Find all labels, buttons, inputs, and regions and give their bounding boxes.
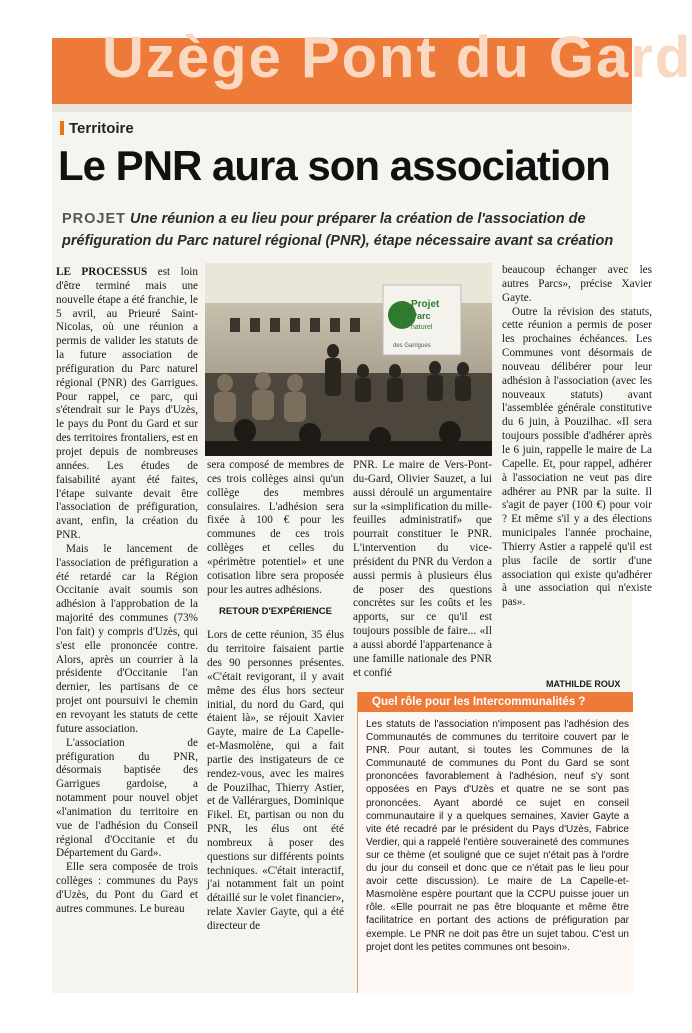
col2-paragraph-1: sera composé de membres de ces trois collèges ainsi qu'un collège des membres consulaires. L'adhésion sera fixée à 100 € pour les communes de ces trois collèges et celles du «périmètre potentiel» et une cotisation libre sera proposée pour les autres adhésions. [207, 459, 344, 596]
col1-p1-text: est loin d'être terminé mais une nouvelle étape a été franchie, le 5 avril, au Prieuré Saint-Nicolas, où une réunion a permis de valider les statuts de la future association de préfiguration du Parc naturel régional (PNR) des Garrigues. Pour rappel, ce parc, qui s'étendrait sur le Pays d'Uzès, le pays du Pont du Gard et sur des territoires frontaliers, est en projet depuis de nombreuses années. Les études de faisabilité ayant été faites, l'étape suivante devait être l'association de préfiguration, avant, enfin, la création du PNR. [56, 266, 199, 542]
panel-text-1: Projet [411, 299, 440, 310]
panel-text-3: naturel [411, 324, 433, 331]
article-column-4 [502, 264, 652, 610]
standfirst-text: Une réunion a eu lieu pour préparer la création de l'association de préfiguration du Parc naturel régional (PNR), étape nécessaire avant sa création [62, 211, 614, 249]
rubrique-label [60, 120, 134, 137]
sidebar-box-title: Quel rôle pour les Intercommunalités ? [358, 692, 633, 712]
sidebar-box [357, 692, 633, 993]
meeting-photo-illustration [205, 263, 492, 456]
panel-text-2: Parc [411, 311, 431, 321]
banner-title: Uzège Pont du Gard [102, 25, 692, 90]
col4-paragraph-1: beaucoup échanger avec les autres Parcs», précise Xavier Gayte. [502, 264, 652, 304]
section-subhead: RETOUR D'EXPÉRIENCE [219, 606, 332, 618]
article-column-2 [207, 459, 344, 934]
newspaper-page [52, 25, 692, 993]
col1-paragraph-4: Elle sera composée de trois collèges : communes du Pays d'Uzès, du Pont du Gard et autres communes. Le bureau [56, 861, 198, 915]
banner-divider [52, 104, 632, 112]
panel-text-4: des Garrigues [393, 343, 431, 349]
article-standfirst [62, 208, 662, 252]
sidebar-box-body [366, 718, 629, 954]
article-photo [205, 263, 492, 456]
col3-paragraph-1: PNR. Le maire de Vers-Pont-du-Gard, Olivier Sauzet, a lui aussi déroulé un argumentaire sur la «simplification du mille-feuilles administratif» que pourrait constituer le PNR. L'intervention du vice-président du PNR du Verdon a aussi permis à plusieurs élus de poser des questions concrètes sur les coûts et les apports, sur ce qu'il est toujours possible de faire... «Il a aussi abordé l'appartenance à une famille nationale des PNR et confié [353, 459, 492, 679]
sidebar-box-paragraph: Les statuts de l'association n'imposent pas l'adhésion des Communautés de communes du territoire couvert par le PNR. Pour autant, si toutes les Communes de la Communauté de communes du Pont du Gard se sont prononcées favorablement à l'adhésion, neuf s'y sont opposées en Pays d'Uzès et quatre ne se sont pas prononcées. Ayant abordé ce sujet en conseil communautaire il y a quelques semaines, Xavier Gayte a vite été recadré par le président du Pays d'Uzès, Fabrice Verdier, qui a rappelé l'entière souveraineté des communes sur ce thème (et souligné que ce sujet n'était pas à l'ordre du jour du conseil et donc que ce n'était pas le lieu pour avoir cette discussion). Le maire de La Capelle-et-Masmolène espère pourtant que la CCPU puisse jouer un rôle. «Elle pourrait ne pas être bloquante et même être facilitatrice en portant des actions de préfiguration par exemple. Le PNR ne doit pas être un sujet tabou. C'est un projet dont les petites communes ont besoin». [366, 719, 629, 953]
article-column-3 [353, 459, 492, 681]
lead-in: LE PROCESSUS [56, 266, 148, 278]
col4-paragraph-2: Outre la révision des statuts, cette réunion a permis de poser les prochaines échéances. Les Communes vont désormais de nouveau délibérer pour leur adhésion à l'association (avec les nouveaux statuts) avant l'assemblée générale constitutive du 6 juin, à Pouzilhac. «Il sera toujours possible d'adhérer après le 6 juin, rappelle le maire de La Capelle. Et, pour rappel, adhérer à l'association ne veut pas dire adhérer au PNR par la suite. Il s'agit de payer (100 €) pour voir ? Et même s'il y a des élections municipales l'année prochaine, Thierry Astier a rappelé qu'il est plus facile de sortir d'une association qui existe qu'adhérer à une association qui n'existe pas». [502, 305, 652, 609]
rubrique-marker-icon [60, 121, 64, 135]
col2-paragraph-2: Lors de cette réunion, 35 élus du territoire faisaient partie des 90 personnes présentes. «C'était revigorant, il y avait même des élus hors secteur initial, du nord du Gard, qui étaient là», se réjouit Xavier Gayte, maire de La Capelle-et-Masmolène, qui a fait partie des instigateurs de ce rendez-vous, avec les maires de Pouzilhac, Thierry Astier, et de Vallérargues, Dominique Fikel. Et, partisan ou non du PNR, les élus ont été nombreux à poser des questions sur différents points techniques. «C'était interactif, j'ai notamment fait un point détaillé sur le volet financier», relate Xavier Gayte, qui a été directeur de [207, 629, 344, 932]
rubrique-text: Territoire [69, 120, 134, 137]
article-headline: Le PNR aura son association [58, 142, 610, 189]
col1-paragraph-2: Mais le lancement de l'association de préfiguration a été retardé car la Région Occitanie avait soumis son adhésion à l'approbation de la majorité des communes (73% l'on fait) y compris d'Uzès, qui s'est elle prononcée contre. Alors, après un courrier à la présidente d'Occitanie l'an dernier, les partisans de ce projet ont poursuivi le chemin en revoyant les statuts de cette future association. [56, 542, 198, 735]
col1-paragraph-3: L'association de préfiguration du PNR, désormais baptisée des Garrigues gardoise, a notamment pour nouvel objet «l'animation du territoire en vue de l'adhésion du Conseil régional d'Occitanie et du Département du Gard». [56, 736, 198, 860]
author-byline: MATHILDE ROUX [546, 679, 621, 689]
col1-paragraph-1 [56, 266, 198, 543]
section-banner [52, 25, 692, 104]
article-column-1 [56, 266, 198, 917]
standfirst-keyword: PROJET [62, 211, 127, 227]
